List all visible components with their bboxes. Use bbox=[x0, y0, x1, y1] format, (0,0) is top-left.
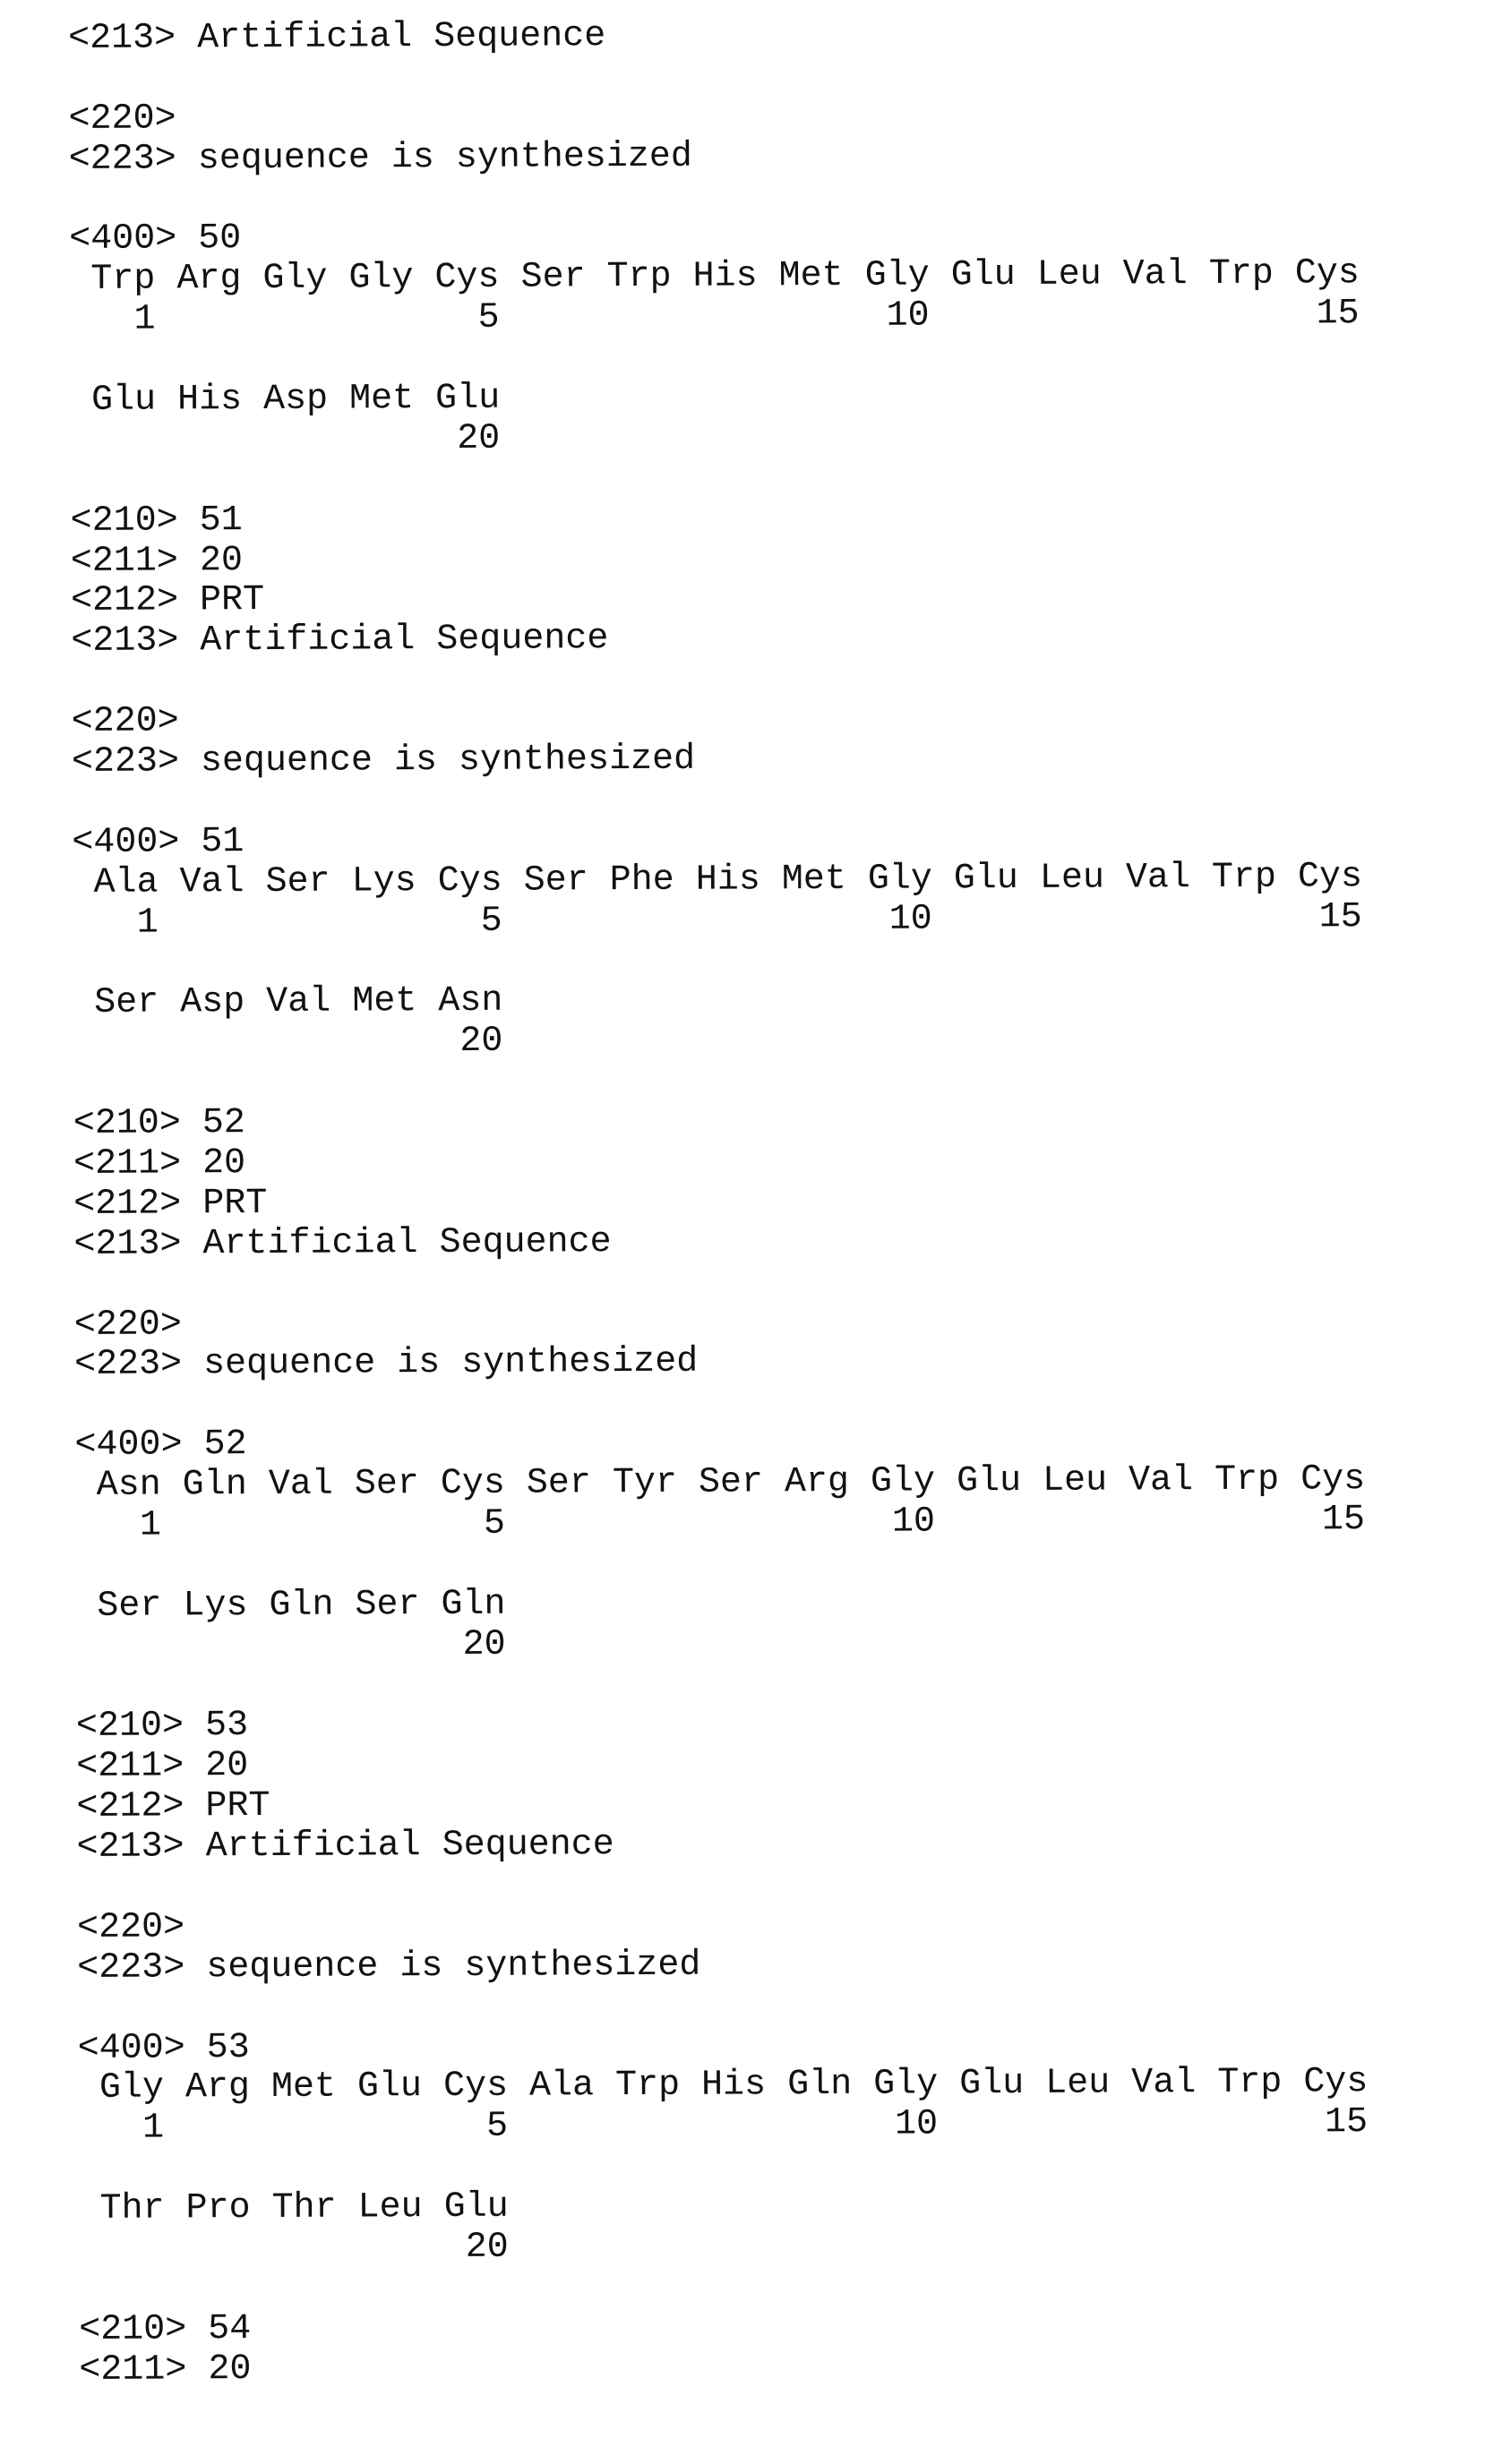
field-tag: <400> bbox=[78, 2028, 185, 2069]
blank-line bbox=[78, 2143, 1369, 2190]
position-number-line bbox=[73, 898, 1363, 945]
residue: Trp bbox=[1212, 857, 1276, 897]
residue: Cys bbox=[443, 2066, 508, 2107]
residue: Trp bbox=[1209, 254, 1274, 295]
field-tag: <220> bbox=[74, 1305, 182, 1346]
residue: Asp bbox=[180, 982, 245, 1022]
header-field bbox=[73, 1099, 1364, 1145]
residue: Glu bbox=[435, 379, 500, 419]
header-field bbox=[79, 2305, 1369, 2351]
residue: Cys bbox=[438, 860, 502, 901]
residue: Leu bbox=[358, 2187, 423, 2228]
residue: Cys bbox=[1300, 1459, 1365, 1500]
position-number-line bbox=[75, 1621, 1366, 1668]
residue: Gly bbox=[348, 259, 413, 299]
residue: Gly bbox=[262, 259, 327, 299]
header-field bbox=[71, 617, 1361, 663]
position-number-line bbox=[75, 1501, 1366, 1547]
position-number: 1 bbox=[142, 2109, 164, 2150]
residue: Met bbox=[349, 379, 414, 419]
residue: Thr bbox=[99, 2189, 164, 2229]
residue: Trp bbox=[606, 257, 671, 297]
blank-line bbox=[79, 2264, 1369, 2311]
residue: Glu bbox=[954, 859, 1018, 899]
residue: Ser bbox=[355, 1464, 419, 1504]
blank-line bbox=[70, 456, 1360, 502]
residue: His bbox=[701, 2066, 766, 2106]
field-value: Artificial Sequence bbox=[197, 16, 605, 58]
residue: Trp bbox=[1214, 1460, 1279, 1501]
residue: Pro bbox=[185, 2188, 250, 2229]
position-number: 20 bbox=[466, 2229, 509, 2269]
blank-line bbox=[75, 1541, 1366, 1587]
blank-line bbox=[77, 1862, 1368, 1909]
field-value: 20 bbox=[200, 541, 243, 581]
field-tag: <223> bbox=[72, 741, 179, 783]
residue: Trp bbox=[90, 260, 155, 300]
residue: Trp bbox=[615, 2066, 680, 2106]
residue: Ser bbox=[266, 861, 330, 902]
residue: Gly bbox=[873, 2065, 938, 2105]
position-number: 10 bbox=[886, 297, 929, 338]
feature-field bbox=[72, 737, 1362, 783]
blank-line bbox=[74, 1380, 1365, 1426]
position-number: 20 bbox=[462, 1625, 505, 1665]
field-value: 53 bbox=[205, 1706, 248, 1746]
residue-line bbox=[72, 858, 1362, 904]
residue: Gln bbox=[183, 1465, 247, 1505]
residue: His bbox=[696, 860, 760, 900]
field-tag: <213> bbox=[68, 18, 176, 59]
residue-line bbox=[78, 2064, 1369, 2110]
residue: Leu bbox=[1037, 255, 1102, 295]
field-tag: <220> bbox=[72, 702, 179, 743]
field-value: 20 bbox=[205, 1746, 248, 1786]
residue: Cys bbox=[434, 258, 499, 298]
position-number-line bbox=[73, 1018, 1363, 1065]
feature-field bbox=[77, 1903, 1368, 1949]
residue: Glu bbox=[444, 2187, 509, 2228]
field-value: 51 bbox=[201, 822, 244, 862]
position-number-line bbox=[78, 2103, 1369, 2150]
blank-line bbox=[72, 777, 1362, 824]
residue: Asn bbox=[97, 1466, 161, 1506]
field-value: 51 bbox=[200, 500, 243, 541]
residue: Val bbox=[1131, 2064, 1196, 2104]
field-tag: <400> bbox=[72, 822, 179, 863]
field-value: sequence is synthesized bbox=[203, 1342, 698, 1385]
field-tag: <223> bbox=[74, 1345, 182, 1386]
residue: Arg bbox=[176, 259, 241, 299]
residue: Glu bbox=[959, 2064, 1024, 2104]
position-number: 15 bbox=[1322, 1501, 1365, 1541]
position-number: 20 bbox=[459, 1022, 502, 1063]
residue: Lys bbox=[352, 861, 416, 902]
position-number: 5 bbox=[486, 2108, 508, 2148]
residue: Glu bbox=[357, 2067, 422, 2108]
residue: Asn bbox=[438, 981, 502, 1022]
residue: Cys bbox=[441, 1464, 505, 1504]
field-tag: <210> bbox=[71, 500, 178, 542]
blank-line bbox=[74, 1260, 1365, 1306]
blank-line bbox=[73, 1058, 1364, 1105]
residue: Thr bbox=[271, 2188, 336, 2229]
field-tag: <210> bbox=[76, 1707, 184, 1748]
residue-line bbox=[75, 1581, 1366, 1628]
header-field bbox=[77, 1822, 1368, 1869]
residue: Cys bbox=[1298, 857, 1362, 897]
position-number: 10 bbox=[892, 1502, 935, 1543]
residue: Ser bbox=[355, 1585, 419, 1625]
residue-line bbox=[73, 979, 1363, 1025]
field-tag: <211> bbox=[79, 2349, 186, 2391]
position-number: 10 bbox=[889, 900, 932, 940]
residue: Gln bbox=[787, 2065, 852, 2105]
residue: Arg bbox=[185, 2067, 250, 2108]
field-value: sequence is synthesized bbox=[198, 136, 692, 179]
field-tag: <211> bbox=[71, 541, 178, 582]
feature-field bbox=[68, 94, 1359, 141]
field-tag: <220> bbox=[77, 1907, 185, 1948]
field-tag: <223> bbox=[69, 139, 176, 180]
residue: Gly bbox=[865, 256, 930, 296]
feature-field bbox=[74, 1340, 1365, 1387]
field-tag: <223> bbox=[77, 1947, 185, 1989]
field-tag: <220> bbox=[68, 98, 176, 140]
field-tag: <213> bbox=[77, 1827, 185, 1868]
sequence-listing bbox=[68, 13, 1369, 2391]
field-value: PRT bbox=[202, 1184, 267, 1224]
blank-line bbox=[76, 1662, 1367, 1708]
residue: Asp bbox=[263, 380, 328, 420]
residue: Ser bbox=[520, 258, 585, 298]
field-tag: <210> bbox=[73, 1103, 181, 1144]
residue: Ser bbox=[94, 983, 159, 1023]
position-number-line bbox=[69, 295, 1360, 341]
blank-line bbox=[70, 335, 1360, 381]
residue: Gly bbox=[99, 2068, 164, 2109]
residue: Leu bbox=[1045, 2064, 1110, 2104]
header-field bbox=[79, 2345, 1369, 2391]
field-value: 20 bbox=[208, 2349, 251, 2390]
residue: Ser bbox=[524, 860, 588, 901]
residue: Tyr bbox=[613, 1463, 677, 1503]
residue: Lys bbox=[183, 1586, 247, 1626]
residue: Cys bbox=[1303, 2063, 1368, 2103]
residue: Cys bbox=[1295, 254, 1360, 295]
residue: Gln bbox=[269, 1585, 333, 1625]
blank-line bbox=[71, 656, 1361, 703]
residue: Met bbox=[779, 256, 844, 296]
field-value: sequence is synthesized bbox=[201, 740, 695, 783]
field-value: PRT bbox=[200, 580, 264, 620]
header-field bbox=[76, 1741, 1367, 1788]
residue-line bbox=[69, 255, 1360, 302]
field-value: Artificial Sequence bbox=[200, 620, 608, 662]
header-field bbox=[73, 1139, 1364, 1185]
feature-field bbox=[69, 134, 1360, 181]
feature-field bbox=[72, 697, 1362, 743]
residue-line bbox=[70, 375, 1360, 422]
residue: Val bbox=[1126, 858, 1190, 898]
field-value: 52 bbox=[202, 1103, 245, 1143]
blank-line bbox=[73, 938, 1363, 985]
residue: Val bbox=[266, 982, 330, 1022]
field-value: PRT bbox=[205, 1786, 270, 1827]
residue-line bbox=[78, 2184, 1369, 2230]
position-number: 5 bbox=[484, 1505, 505, 1545]
position-number: 1 bbox=[133, 301, 155, 341]
field-value: Artificial Sequence bbox=[202, 1222, 611, 1264]
field-tag: <213> bbox=[71, 621, 178, 663]
residue: Leu bbox=[1043, 1461, 1107, 1502]
residue-line bbox=[75, 1460, 1366, 1507]
position-number-line bbox=[70, 415, 1360, 462]
position-number: 1 bbox=[140, 1506, 161, 1546]
residue: Phe bbox=[610, 860, 674, 901]
residue: Glu bbox=[951, 255, 1016, 295]
field-value: 54 bbox=[208, 2309, 251, 2349]
blank-line bbox=[69, 175, 1360, 221]
position-number: 15 bbox=[1316, 295, 1359, 335]
position-number: 5 bbox=[477, 299, 499, 339]
position-number: 5 bbox=[481, 902, 502, 942]
field-tag: <212> bbox=[73, 1184, 181, 1225]
residue: Val bbox=[179, 862, 244, 903]
residue: His bbox=[177, 380, 242, 420]
position-number: 1 bbox=[137, 903, 159, 944]
blank-line bbox=[68, 54, 1359, 100]
header-field bbox=[76, 1782, 1367, 1828]
field-value: 53 bbox=[207, 2028, 250, 2068]
feature-field bbox=[77, 1943, 1368, 1989]
position-number: 20 bbox=[457, 420, 500, 460]
feature-field bbox=[74, 1300, 1365, 1347]
header-field bbox=[71, 496, 1361, 543]
residue: Met bbox=[782, 860, 846, 900]
residue: His bbox=[692, 257, 757, 297]
header-field bbox=[73, 1179, 1364, 1226]
residue: Glu bbox=[91, 381, 156, 421]
residue: Glu bbox=[957, 1461, 1021, 1502]
field-value: Artificial Sequence bbox=[206, 1825, 614, 1867]
residue: Val bbox=[1129, 1460, 1193, 1501]
residue: Met bbox=[271, 2067, 336, 2108]
field-tag: <210> bbox=[79, 2309, 186, 2350]
residue: Ser bbox=[699, 1462, 763, 1502]
residue: Arg bbox=[785, 1462, 849, 1502]
field-value: 50 bbox=[198, 219, 241, 260]
blank-line bbox=[77, 1983, 1368, 2030]
position-number: 15 bbox=[1319, 898, 1362, 938]
residue: Leu bbox=[1040, 858, 1104, 898]
residue: Met bbox=[352, 982, 416, 1022]
residue: Trp bbox=[1217, 2063, 1282, 2103]
field-tag: <212> bbox=[76, 1787, 184, 1828]
field-tag: <400> bbox=[69, 219, 176, 261]
field-tag: <213> bbox=[73, 1224, 181, 1265]
residue: Gly bbox=[871, 1462, 935, 1502]
field-value: 20 bbox=[202, 1143, 245, 1184]
residue: Ala bbox=[93, 862, 158, 903]
position-number-line bbox=[79, 2224, 1369, 2271]
residue: Ser bbox=[527, 1463, 591, 1503]
residue: Ala bbox=[529, 2066, 594, 2107]
position-number: 10 bbox=[895, 2106, 938, 2146]
residue: Val bbox=[269, 1465, 333, 1505]
field-tag: <211> bbox=[76, 1747, 184, 1788]
field-value: 52 bbox=[203, 1424, 246, 1465]
residue: Val bbox=[1123, 254, 1188, 295]
residue: Gly bbox=[868, 859, 932, 899]
header-field bbox=[68, 13, 1359, 60]
header-field bbox=[76, 1702, 1367, 1749]
header-field bbox=[73, 1219, 1364, 1266]
position-number: 15 bbox=[1325, 2104, 1368, 2144]
field-tag: <211> bbox=[73, 1143, 181, 1185]
header-field bbox=[71, 577, 1361, 623]
field-tag: <212> bbox=[71, 581, 178, 622]
residue: Ser bbox=[97, 1586, 161, 1626]
field-value: sequence is synthesized bbox=[206, 1945, 700, 1988]
residue: Gln bbox=[441, 1584, 505, 1624]
header-field bbox=[71, 536, 1361, 583]
field-tag: <400> bbox=[74, 1425, 182, 1467]
